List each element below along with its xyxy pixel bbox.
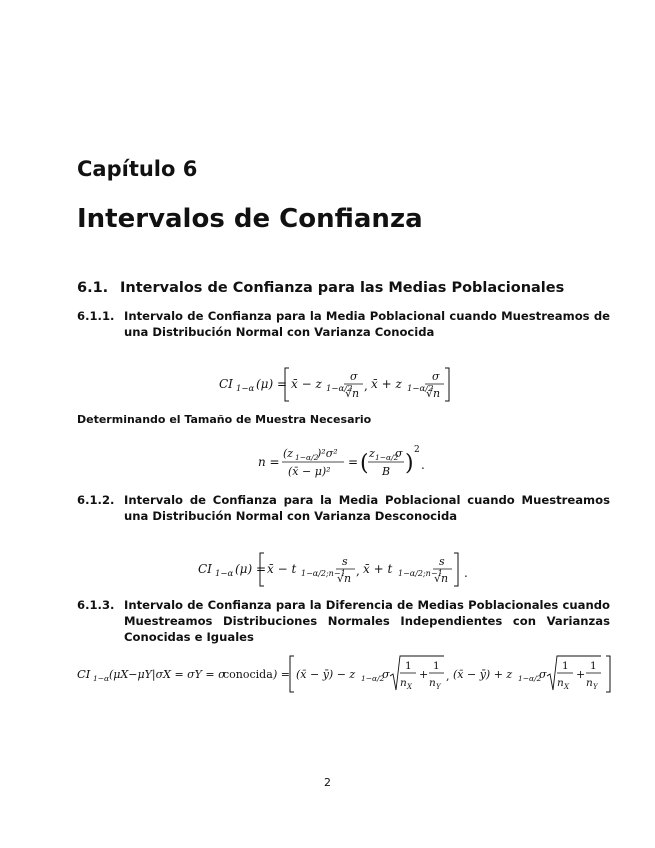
eq4-ny-sub: Y xyxy=(436,683,441,691)
eq-sub1: 1−α/2 xyxy=(326,384,353,394)
eq4-one: 1 xyxy=(562,660,569,672)
eq-term2: x̄ + z xyxy=(371,377,402,391)
eq-comma: , xyxy=(364,379,368,393)
section-number: 6.1. xyxy=(77,280,109,296)
eq3-term1: x̄ − t xyxy=(267,562,297,576)
eq4-plus: + xyxy=(419,668,429,681)
subsection-number: 6.1.3. xyxy=(77,598,115,612)
eq3-frac1-den: √n xyxy=(337,572,352,585)
eq2-den: (x̄ − μ)² xyxy=(288,465,331,478)
right-paren: ) xyxy=(405,451,414,476)
eq4-ny-sub: Y xyxy=(593,683,598,691)
eq4-ny: n xyxy=(586,677,593,689)
subsection-heading xyxy=(77,308,610,340)
eq4-word: conocida xyxy=(223,668,273,681)
eq3-frac2-den: √n xyxy=(434,572,449,585)
subsection-number: 6.1.2. xyxy=(77,493,115,507)
eq4-lhs-sub: 1−α xyxy=(93,674,110,683)
eq4-comma: , xyxy=(446,670,450,683)
eq3-lhs: CI xyxy=(198,562,212,576)
right-bracket xyxy=(454,553,458,586)
eq4-sigma2: σ xyxy=(539,668,547,681)
right-bracket xyxy=(445,368,449,401)
eq-frac2-num: σ xyxy=(432,370,440,383)
eq2-in-num: z xyxy=(369,447,375,460)
subsection-heading xyxy=(77,597,610,645)
eq-frac1-den: √n xyxy=(345,387,360,400)
eq-lhs: CI xyxy=(219,377,233,391)
eq-lhs-arg: (μ) = xyxy=(256,377,288,391)
eq3-sub1: 1−α/2;n−1 xyxy=(301,569,346,578)
eq2-in-den: B xyxy=(382,465,391,478)
eq4-plus: + xyxy=(576,668,586,681)
eq2-in-num-rest: σ xyxy=(395,447,403,460)
left-paren: ( xyxy=(360,451,369,476)
eq4-nx: n xyxy=(557,677,564,689)
eq2-num-sub: 1−α/2 xyxy=(295,453,319,462)
eq4-sub1: 1−α/2 xyxy=(361,674,385,683)
eq4-sigma1: σ xyxy=(382,668,390,681)
subsection-title: Intervalo de Confianza para la Diferencia de Medias Poblacionales cuando Muestreamos Distribuciones Normales Independientes con Varianzas Conocidas e Iguales xyxy=(124,598,610,644)
equation-sample-size xyxy=(255,442,435,482)
eq2-lhs: n = xyxy=(258,455,280,469)
equation-ci-mean-unknown-variance xyxy=(190,550,480,590)
eq3-lhs-arg: (μ) = xyxy=(235,562,267,576)
eq3-term2: x̄ + t xyxy=(363,562,393,576)
eq2-power: 2 xyxy=(414,445,420,455)
section-heading xyxy=(77,280,564,296)
chapter-label: Capítulo 6 xyxy=(77,157,198,181)
eq4-ny: n xyxy=(429,677,436,689)
equation-ci-mean-known-variance xyxy=(205,364,465,404)
eq-term1: x̄ − z xyxy=(291,377,322,391)
right-bracket xyxy=(606,656,610,692)
eq4-nx-sub: X xyxy=(564,683,569,691)
subsection-title: Intervalo de Confianza para la Media Poblacional cuando Muestreamos de una Distribución Normal con Varianza Conocida xyxy=(124,309,610,339)
eq4-one: 1 xyxy=(590,660,597,672)
subsection-title: Intervalo de Confianza para la Media Poblacional cuando Muestreamos una Distribución Normal con Varianza Desconocida xyxy=(124,493,610,523)
eq4-lhs: CI xyxy=(77,667,91,681)
eq-frac1-num: σ xyxy=(350,370,358,383)
eq4-one: 1 xyxy=(405,660,412,672)
eq4-nx-sub: X xyxy=(407,683,412,691)
eq3-frac1-num: s xyxy=(342,555,348,568)
eq4-lhs-arg: (μX−μY|σX = σY = σ xyxy=(109,668,226,681)
eq2-in-num-sub: 1−α/2 xyxy=(375,453,399,462)
subsection-number: 6.1.1. xyxy=(77,309,115,323)
left-bracket xyxy=(290,656,294,692)
eq2-equals: = xyxy=(348,455,359,469)
eq3-frac2-num: s xyxy=(439,555,445,568)
eq2-num-rest: )²σ² xyxy=(317,447,338,460)
eq4-sub2: 1−α/2 xyxy=(518,674,542,683)
chapter-title: Intervalos de Confianza xyxy=(77,204,423,234)
subsection-heading xyxy=(77,492,610,524)
eq4-term1: (x̄ − ȳ) − z xyxy=(296,668,356,681)
eq3-sub2: 1−α/2;n−1 xyxy=(398,569,443,578)
eq-lhs-sub: 1−α xyxy=(236,384,255,394)
eq-sub2: 1−α/2 xyxy=(407,384,434,394)
paragraph-heading: Determinando el Tamaño de Muestra Necesario xyxy=(77,413,372,426)
section-title: Intervalos de Confianza para las Medias Poblacionales xyxy=(120,280,565,296)
eq2-period: . xyxy=(421,458,425,472)
eq3-period: . xyxy=(464,566,468,580)
eq4-nx: n xyxy=(400,677,407,689)
eq3-comma: , xyxy=(356,564,360,578)
page-number: 2 xyxy=(324,776,331,789)
eq4-one: 1 xyxy=(433,660,440,672)
eq4-lhs-close: ) = xyxy=(273,668,291,681)
equation-ci-difference-means xyxy=(76,652,616,696)
eq4-term2: (x̄ − ȳ) + z xyxy=(453,668,513,681)
eq-frac2-den: √n xyxy=(426,387,441,400)
eq2-num: (z xyxy=(283,447,294,460)
eq3-lhs-sub: 1−α xyxy=(215,569,234,579)
